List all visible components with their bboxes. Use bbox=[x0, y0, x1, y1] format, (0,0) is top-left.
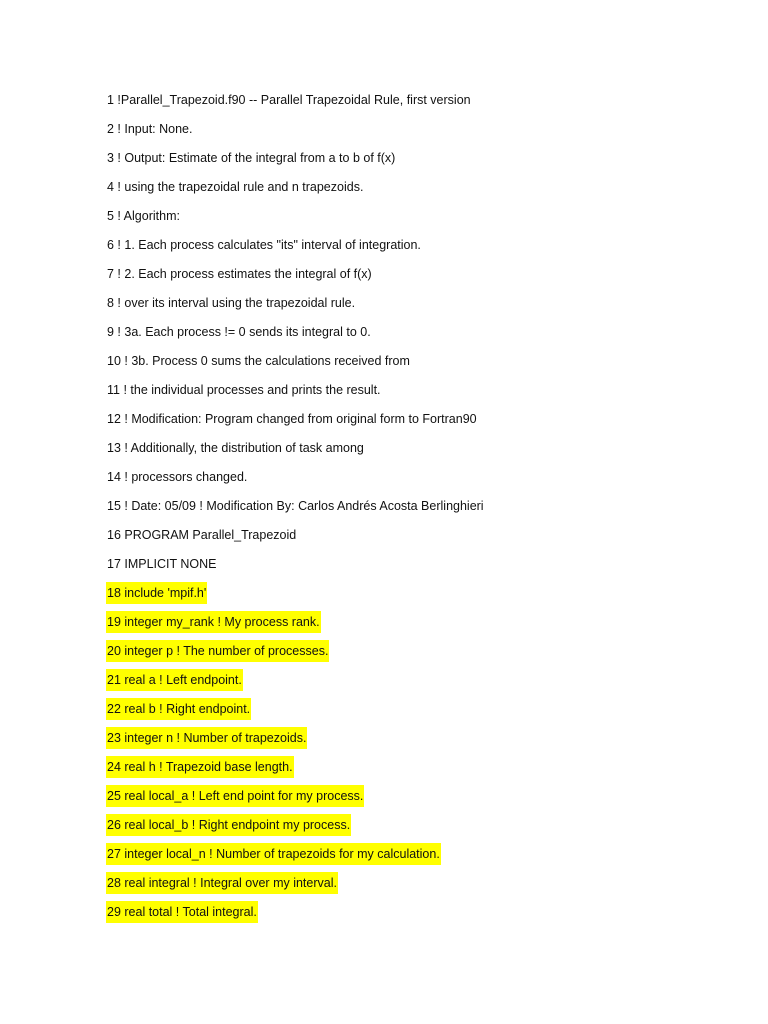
code-line-text: 1 !Parallel_Trapezoid.f90 -- Parallel Trapezoidal Rule, first version bbox=[107, 93, 471, 107]
code-line bbox=[106, 350, 485, 379]
code-line bbox=[106, 147, 485, 176]
code-line bbox=[106, 379, 485, 408]
highlighted-code-line bbox=[106, 814, 485, 843]
highlighted-code-line bbox=[106, 843, 485, 872]
code-line bbox=[106, 437, 485, 466]
code-line bbox=[106, 524, 485, 553]
code-line-text: 20 integer p ! The number of processes. bbox=[106, 640, 329, 662]
code-line-text: 4 ! using the trapezoidal rule and n trapezoids. bbox=[107, 180, 364, 194]
code-line-text: 10 ! 3b. Process 0 sums the calculations received from bbox=[107, 354, 410, 368]
code-line-text: 16 PROGRAM Parallel_Trapezoid bbox=[107, 528, 297, 542]
code-line bbox=[106, 495, 485, 524]
highlighted-code-line bbox=[106, 901, 485, 930]
highlighted-code-line bbox=[106, 756, 485, 785]
highlighted-code-line bbox=[106, 727, 485, 756]
code-line bbox=[106, 89, 485, 118]
highlighted-code-line bbox=[106, 611, 485, 640]
code-line-text: 12 ! Modification: Program changed from original form to Fortran90 bbox=[107, 412, 477, 426]
code-line-text: 19 integer my_rank ! My process rank. bbox=[106, 611, 321, 633]
code-line-text: 25 real local_a ! Left end point for my process. bbox=[106, 785, 364, 807]
code-line-text: 15 ! Date: 05/09 ! Modification By: Carlos Andrés Acosta Berlinghieri bbox=[107, 499, 484, 513]
highlighted-code-line bbox=[106, 785, 485, 814]
code-line bbox=[106, 292, 485, 321]
code-line-text: 24 real h ! Trapezoid base length. bbox=[106, 756, 294, 778]
code-line-text: 14 ! processors changed. bbox=[107, 470, 248, 484]
highlighted-code-line bbox=[106, 582, 485, 611]
code-line bbox=[106, 466, 485, 495]
code-line bbox=[106, 118, 485, 147]
code-line-text: 27 integer local_n ! Number of trapezoids for my calculation. bbox=[106, 843, 441, 865]
highlighted-code-line bbox=[106, 698, 485, 727]
code-line bbox=[106, 321, 485, 350]
code-line-text: 18 include 'mpif.h' bbox=[106, 582, 207, 604]
code-line-text: 3 ! Output: Estimate of the integral from a to b of f(x) bbox=[107, 151, 396, 165]
code-line bbox=[106, 205, 485, 234]
code-line bbox=[106, 176, 485, 205]
code-line-text: 2 ! Input: None. bbox=[107, 122, 193, 136]
code-line-text: 8 ! over its interval using the trapezoidal rule. bbox=[107, 296, 356, 310]
code-line-text: 11 ! the individual processes and prints the result. bbox=[107, 383, 381, 397]
code-line-text: 28 real integral ! Integral over my interval. bbox=[106, 872, 338, 894]
code-line-text: 13 ! Additionally, the distribution of task among bbox=[107, 441, 364, 455]
code-line-text: 9 ! 3a. Each process != 0 sends its integral to 0. bbox=[107, 325, 371, 339]
code-line-text: 17 IMPLICIT NONE bbox=[107, 557, 217, 571]
code-line bbox=[106, 234, 485, 263]
code-line bbox=[106, 263, 485, 292]
code-listing bbox=[106, 89, 485, 930]
highlighted-code-line bbox=[106, 669, 485, 698]
code-line bbox=[106, 408, 485, 437]
code-line-text: 23 integer n ! Number of trapezoids. bbox=[106, 727, 307, 749]
code-line-text: 5 ! Algorithm: bbox=[107, 209, 180, 223]
code-line-text: 29 real total ! Total integral. bbox=[106, 901, 258, 923]
code-line-text: 7 ! 2. Each process estimates the integral of f(x) bbox=[107, 267, 372, 281]
highlighted-code-line bbox=[106, 872, 485, 901]
code-line-text: 22 real b ! Right endpoint. bbox=[106, 698, 251, 720]
code-line-text: 6 ! 1. Each process calculates "its" interval of integration. bbox=[107, 238, 421, 252]
code-line bbox=[106, 553, 485, 582]
code-line-text: 26 real local_b ! Right endpoint my process. bbox=[106, 814, 351, 836]
code-line-text: 21 real a ! Left endpoint. bbox=[106, 669, 243, 691]
highlighted-code-line bbox=[106, 640, 485, 669]
